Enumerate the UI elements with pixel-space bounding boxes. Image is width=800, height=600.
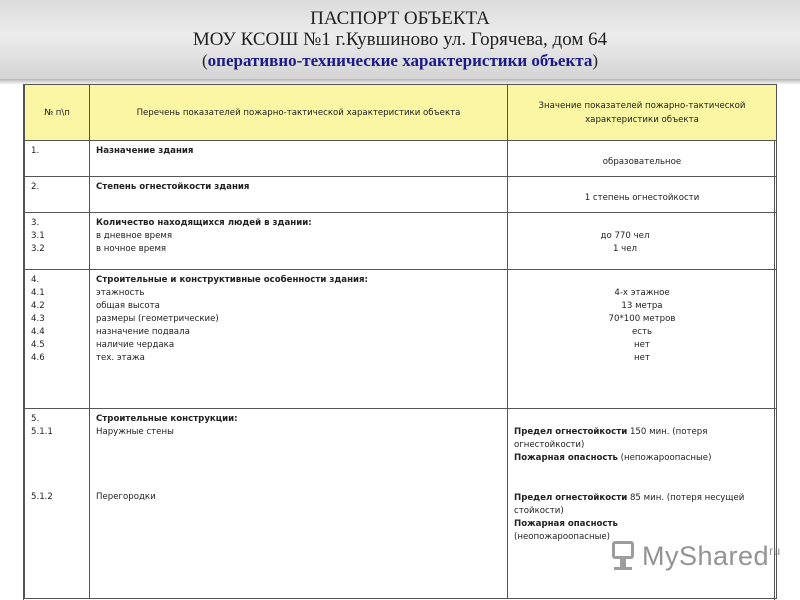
- row-number: 1.: [25, 141, 90, 177]
- characteristics-table: [24, 84, 777, 599]
- title-paren-open: (: [202, 51, 208, 70]
- table-row: [25, 270, 777, 409]
- table-row: [25, 213, 777, 270]
- row-indicator: Степень огнестойкости здания: [90, 177, 508, 213]
- table-row: [25, 141, 777, 177]
- monitor-logo-icon: [610, 541, 636, 571]
- row-number: 4. 4.1 4.2 4.3 4.4 4.5 4.6: [25, 270, 90, 409]
- myshared-watermark: [610, 536, 781, 576]
- header-number: № п\п: [25, 85, 90, 141]
- row-number: 3. 3.1 3.2: [25, 213, 90, 270]
- header-indicator-value: Значение показателей пожарно-тактической характеристики объекта: [508, 85, 777, 141]
- row-indicator: Строительные конструкции: Наружные стены Перегородки: [90, 409, 508, 599]
- title-line-2: МОУ КСОШ №1 г.Кувшиново ул. Горячева, дом 64: [192, 29, 608, 50]
- header-indicator-list: Перечень показателей пожарно-тактической характеристики объекта: [90, 85, 508, 141]
- title-line-1: ПАСПОРТ ОБЪЕКТА: [310, 8, 490, 29]
- title-line-3: [0, 50, 800, 71]
- row-indicator: Строительные и конструктивные особенности здания: этажность общая высота размеры (геометрические) назначение подвала наличие чердака тех. этажа: [90, 270, 508, 409]
- row-number: 5. 5.1.1 5.1.2: [25, 409, 90, 599]
- document-title: [0, 8, 800, 71]
- table-header-row: [25, 85, 777, 141]
- title-paren-close: ): [592, 51, 598, 70]
- table-row: [25, 177, 777, 213]
- walls-values: Предел огнестойкости 150 мин. (потеря огнестойкости) Пожарная опасность (непожароопасные): [514, 427, 712, 463]
- row-indicator: Количество находящихся людей в здании: в дневное время в ночное время: [90, 213, 508, 270]
- watermark-text: MyShared$^{ru}$: [642, 540, 781, 571]
- row-indicator: Назначение здания: [90, 141, 508, 177]
- row-value: до 770 чел 1 чел: [508, 213, 777, 270]
- row-value: 1 степень огнестойкости: [508, 177, 777, 213]
- passport-sheet: [23, 84, 775, 600]
- row-number: 2.: [25, 177, 90, 213]
- partitions-values: Предел огнестойкости 85 мин. (потеря несущей стойкости) Пожарная опасность (неопожароопасные): [514, 493, 745, 542]
- row-value: 4-х этажное 13 метра 70*100 метров есть нет нет: [508, 270, 777, 409]
- title-subtitle: оперативно-технические характеристики объекта: [207, 51, 593, 70]
- row-value: образовательное: [508, 141, 777, 177]
